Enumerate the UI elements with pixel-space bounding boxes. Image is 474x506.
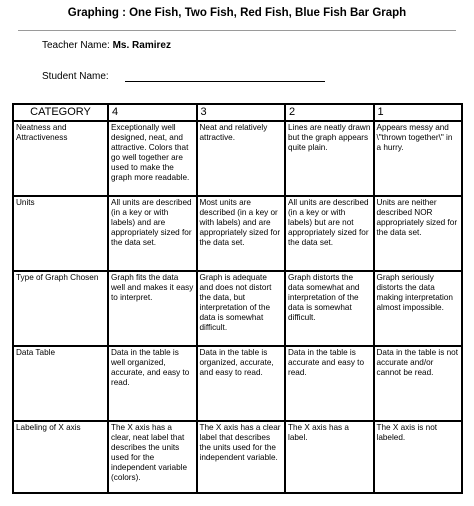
student-label: Student Name: [42,71,109,82]
teacher-name: Ms. Ramirez [112,40,171,51]
criteria-cell: The X axis has a clear label that describes the units used for the independent variable. [197,421,286,493]
criteria-cell: The X axis is not labeled. [374,421,463,493]
criteria-cell: Graph distorts the data somewhat and interpretation of the data is somewhat difficult. [285,271,374,346]
criteria-cell: Graph is adequate and does not distort the data, but interpretation of the data is somewhat difficult. [197,271,286,346]
header-score-4: 4 [108,104,197,121]
criteria-cell: Data in the table is accurate and easy to read. [285,346,374,421]
category-cell: Neatness and Attractiveness [13,121,108,196]
rubric-row-graph-type [13,271,462,346]
rubric-row-data-table [13,346,462,421]
criteria-cell: All units are described (in a key or with labels) and are appropriately sized for the data set. [108,196,197,271]
criteria-cell: Data in the table is not accurate and/or cannot be read. [374,346,463,421]
rubric-table [12,103,463,494]
criteria-cell: The X axis has a clear, neat label that describes the units used for the independent variable (colors). [108,421,197,493]
criteria-cell: Most units are described (in a key or with labels) and are appropriately sized for the data set. [197,196,286,271]
category-cell: Data Table [13,346,108,421]
header-score-3: 3 [197,104,286,121]
criteria-cell: Lines are neatly drawn but the graph appears quite plain. [285,121,374,196]
criteria-cell: All units are described (in a key or with labels) but are not appropriately sized for the data set. [285,196,374,271]
student-row [42,71,325,82]
criteria-cell: Graph seriously distorts the data making interpretation almost impossible. [374,271,463,346]
criteria-cell: Exceptionally well designed, neat, and attractive. Colors that go well together are used to make the graph more readable. [108,121,197,196]
student-name-field[interactable] [125,72,325,82]
header-score-2: 2 [285,104,374,121]
title-divider [18,30,456,31]
criteria-cell: Units are neither described NOR appropriately sized for the data set. [374,196,463,271]
teacher-row [42,40,171,51]
criteria-cell: Data in the table is well organized, accurate, and easy to read. [108,346,197,421]
criteria-cell: Appears messy and \"thrown together\" in a hurry. [374,121,463,196]
page-title: Graphing : One Fish, Two Fish, Red Fish, Blue Fish Bar Graph [67,7,407,19]
rubric-row-units [13,196,462,271]
criteria-cell: Neat and relatively attractive. [197,121,286,196]
category-cell: Units [13,196,108,271]
criteria-cell: Data in the table is organized, accurate, and easy to read. [197,346,286,421]
category-cell: Labeling of X axis [13,421,108,493]
criteria-cell: Graph fits the data well and makes it easy to interpret. [108,271,197,346]
rubric-row-x-axis-label [13,421,462,493]
teacher-label: Teacher Name: [42,40,110,51]
rubric-header-row [13,104,462,121]
header-category: CATEGORY [13,104,108,121]
category-cell: Type of Graph Chosen [13,271,108,346]
criteria-cell: The X axis has a label. [285,421,374,493]
header-score-1: 1 [374,104,463,121]
rubric-row-neatness [13,121,462,196]
